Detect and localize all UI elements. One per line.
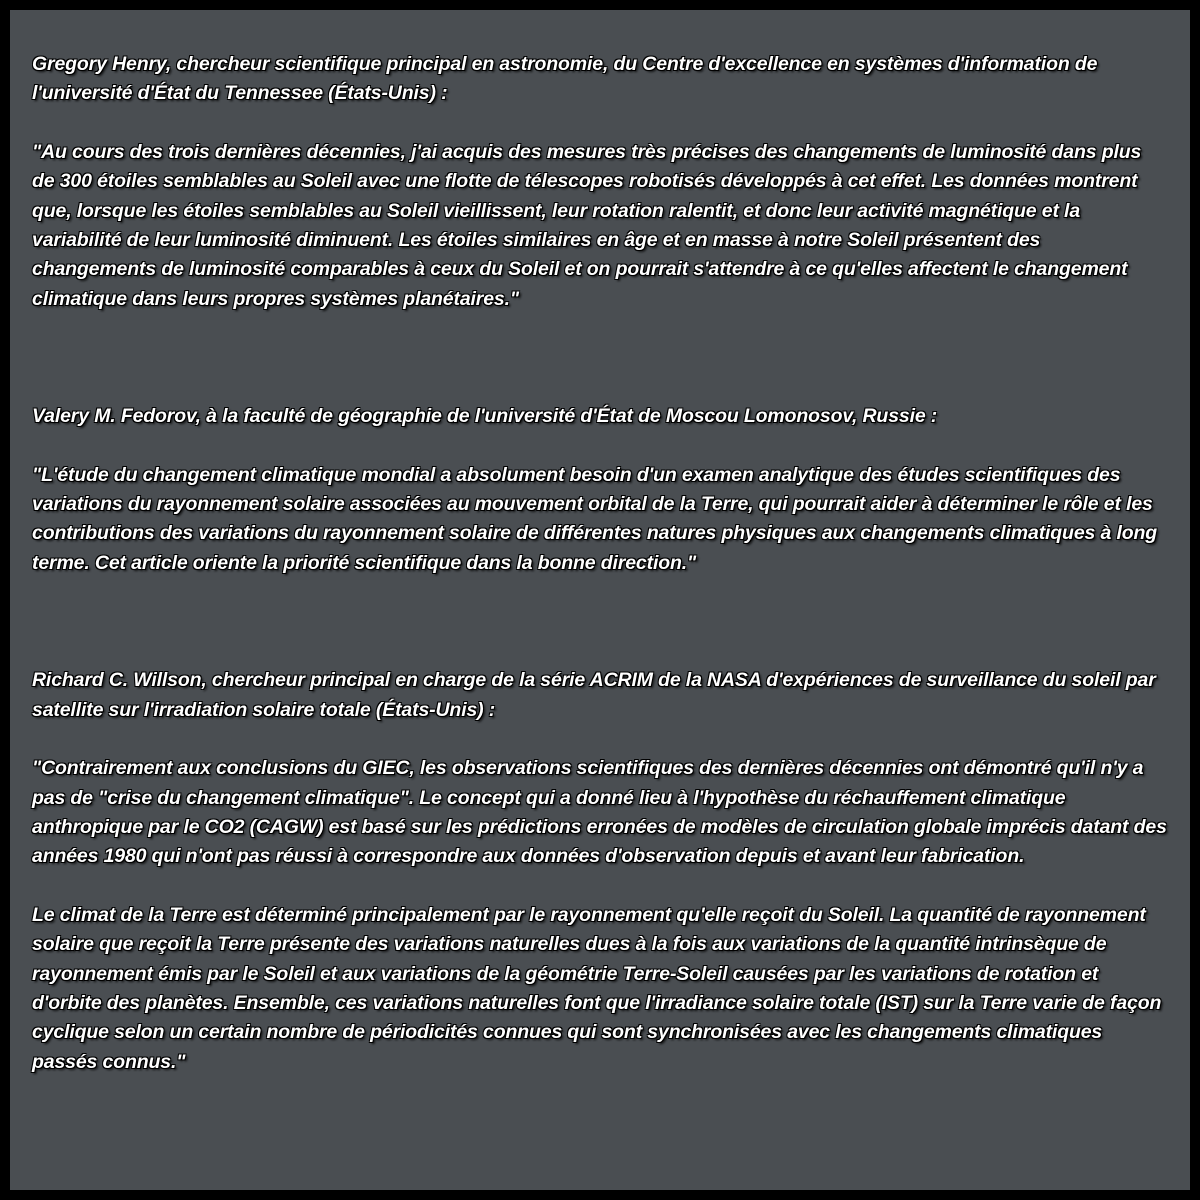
quote-fedorov: "L'étude du changement climatique mondial a absolument besoin d'un examen analytique des études scientifiques des variations du rayonnement solaire associées au mouvement orbital de la Terre, qui pourrait aider à déterminer le rôle et les contributions des variations du rayonnement solaire de différentes natures physiques aux changements climatiques à long terme. Cet article oriente la priorité scientifique dans la bonne direction."	[32, 463, 1157, 574]
quote-panel	[10, 10, 1190, 1190]
spacer	[32, 725, 1168, 754]
author-fedorov: Valery M. Fedorov, à la faculté de géographie de l'université d'État de Moscou Lomonosov, Russie :	[32, 405, 938, 428]
quote-willson-part-1: "Contrairement aux conclusions du GIEC, les observations scientifiques des dernières décennies ont démontré qu'il n'y a pas de "crise du changement climatique". Le concept qui a donné lieu à l'hypothèse du réchauffement climatique anthropique par le CO2 (CAGW) est basé sur les prédictions erronées de modèles de circulation globale imprécis datant des années 1980 qui n'ont pas réussi à correspondre aux données d'observation depuis et avant leur fabrication.	[32, 757, 1167, 868]
spacer	[32, 432, 1168, 461]
section-spacer	[32, 314, 1168, 402]
spacer	[32, 109, 1168, 138]
quote-willson-part-2: Le climat de la Terre est déterminé principalement par le rayonnement qu'elle reçoit du Soleil. La quantité de rayonnement solaire que reçoit la Terre présente des variations naturelles dues à la fois aux variations de la quantité intrinsèque de rayonnement émis par le Soleil et aux variations de la géométrie Terre-Soleil causées par les variations de rotation et d'orbite des planètes. Ensemble, ces variations naturelles font que l'irradiance solaire totale (IST) sur la Terre varie de façon cyclique selon un certain nombre de périodicités connues qui sont synchronisées avec les changements climatiques passés connus."	[32, 903, 1162, 1073]
author-willson: Richard C. Willson, chercheur principal en charge de la série ACRIM de la NASA d'expériences de surveillance du soleil par satellite sur l'irradiation solaire totale (États-Unis) :	[32, 669, 1156, 721]
quote-henry: "Au cours des trois dernières décennies, j'ai acquis des mesures très précises des changements de luminosité dans plus de 300 étoiles semblables au Soleil avec une flotte de télescopes robotisés développés à cet effet. Les données montrent que, lorsque les étoiles semblables au Soleil vieillissent, leur rotation ralentit, et donc leur activité magnétique et la variabilité de leur luminosité diminuent. Les étoiles similaires en âge et en masse à notre Soleil présentent des changements de luminosité comparables à ceux du Soleil et on pourrait s'attendre à ce qu'elles affectent le changement climatique dans leurs propres systèmes planétaires."	[32, 140, 1142, 310]
author-henry: Gregory Henry, chercheur scientifique principal en astronomie, du Centre d'excellence en systèmes d'information de l'université d'État du Tennessee (États-Unis) :	[32, 53, 1098, 105]
section-spacer	[32, 578, 1168, 666]
spacer	[32, 872, 1168, 901]
